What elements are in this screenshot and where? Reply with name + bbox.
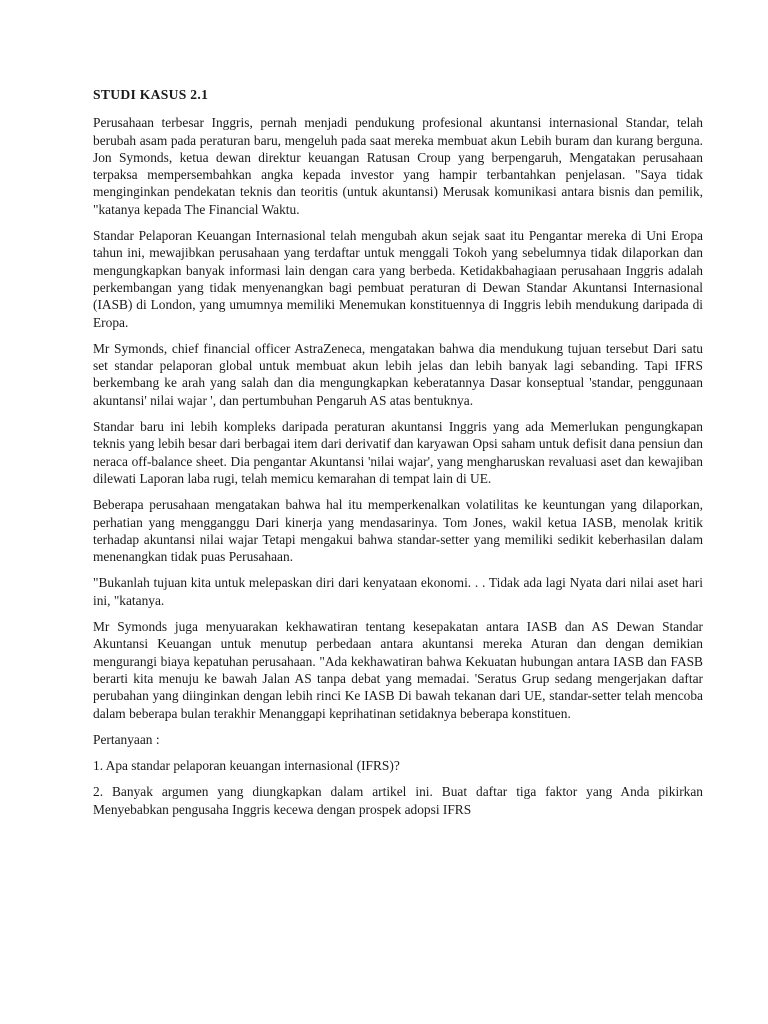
paragraph: Mr Symonds juga menyuarakan kekhawatiran tentang kesepakatan antara IASB dan AS Dewan Standar Akuntansi Keuangan untuk menutup perbedaan antara akuntansi mereka Aturan dan dengan demikian mengurangi biaya kepatuhan perusahaan. "Ada kekhawatiran bahwa Kekuatan hubungan antara IASB dan FASB berarti kita menuju ke bawah Jalan AS tanpa debat yang memadai. 'Seratus Grup sedang mengerjakan daftar perubahan yang diinginkan dengan lebih rinci Ke IASB Di bawah tekanan dari UE, standar-setter telah mencoba dalam beberapa bulan terakhir Menanggapi keprihatinan setidaknya beberapa konstituen. bbox=[93, 619, 703, 721]
paragraph: Beberapa perusahaan mengatakan bahwa hal itu memperkenalkan volatilitas ke keuntungan yang dilaporkan, perhatian yang mengganggu Dari kinerja yang mendasarinya. Tom Jones, wakil ketua IASB, menolak kritik terhadap akuntansi nilai wajar Tetapi mengakui bahwa standar-setter yang memiliki sedikit keberhasilan dalam menenangkan tidak puas Perusahaan. bbox=[93, 497, 703, 565]
paragraph: Standar Pelaporan Keuangan Internasional telah mengubah akun sejak saat itu Pengantar mereka di Uni Eropa tahun ini, mewajibkan perusahaan yang terdaftar untuk menggali Tokoh yang sebelumnya tidak dilaporkan dan mengungkapkan banyak informasi lain dengan cara yang berbeda. Ketidakbahagiaan perusahaan Inggris adalah perkembangan yang tidak menyenangkan bagi pembuat peraturan di Dewan Standar Akuntansi Internasional (IASB) di London, yang umumnya memiliki Menemukan konstituennya di Inggris lebih mendukung daripada di Eropa. bbox=[93, 228, 703, 330]
paragraph: Standar baru ini lebih kompleks daripada peraturan akuntansi Inggris yang ada Memerlukan pengungkapan teknis yang lebih besar dari berbagai item dari derivatif dan karyawan Opsi saham untuk defisit dana pensiun dan neraca off-balance sheet. Dia pengantar Akuntansi 'nilai wajar', yang mengharuskan revaluasi aset dan kewajiban dilewati Laporan laba rugi, telah memicu kemarahan di tempat lain di UE. bbox=[93, 419, 703, 486]
paragraph: Mr Symonds, chief financial officer AstraZeneca, mengatakan bahwa dia mendukung tujuan tersebut Dari satu set standar pelaporan global untuk membuat akun lebih jelas dan lebih banyak lagi sebanding. Tapi IFRS berkembang ke arah yang salah dan dia mengungkapkan keberatannya Dasar konseptual 'standar, penggunaan akuntansi' nilai wajar ', dan pertumbuhan Pengaruh AS atas bentuknya. bbox=[93, 340, 703, 408]
paragraph: "Bukanlah tujuan kita untuk melepaskan diri dari kenyataan ekonomi. . . Tidak ada lagi Nyata dari nilai aset hari ini, "katanya. bbox=[93, 575, 703, 608]
question-item: 2. Banyak argumen yang diungkapkan dalam artikel ini. Buat daftar tiga faktor yang Anda pikirkan Menyebabkan pengusaha Inggris kecewa dengan prospek adopsi IFRS bbox=[93, 784, 703, 817]
document-title: STUDI KASUS 2.1 bbox=[93, 87, 209, 102]
document-page bbox=[93, 86, 703, 827]
paragraph: Perusahaan terbesar Inggris, pernah menjadi pendukung profesional akuntansi internasional Standar, telah berubah asam pada peraturan baru, mengeluh pada saat mereka membuat akun Lebih buram dan kurang berguna. Jon Symonds, ketua dewan direktur keuangan Ratusan Croup yang berpengaruh, Mengatakan perusahaan terpaksa mempersembahkan angka kepada investor yang hampir terbantahkan penjelasan. "Saya tidak menginginkan pendekatan teknis dan teoritis (untuk akuntansi) Merusak komunikasi antara bisnis dan pemilik, "katanya kepada The Financial Waktu. bbox=[93, 115, 703, 217]
question-item: 1. Apa standar pelaporan keuangan internasional (IFRS)? bbox=[93, 758, 400, 774]
questions-heading: Pertanyaan : bbox=[93, 731, 160, 747]
